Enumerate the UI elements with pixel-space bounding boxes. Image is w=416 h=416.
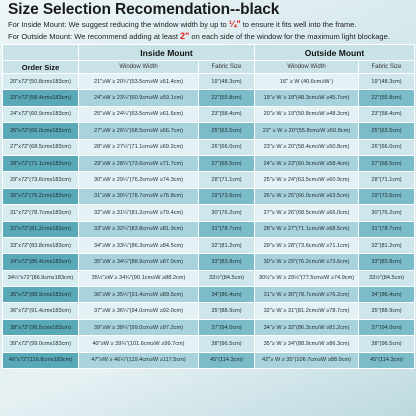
order-size-cell: 46"x72"(116.8cmx183cm) xyxy=(3,352,79,368)
inside-fabric-size-cell: 30"(76.2cm) xyxy=(199,205,255,221)
outside-fabric-size-cell: 30"(76.2cm) xyxy=(359,205,415,221)
order-size-cell: 24"x72"(60.9cmx183cm) xyxy=(3,106,79,122)
inside-window-width-cell: 34"≥W ≥ 33¼"(86.3cm≥W ≥84.5cm) xyxy=(79,237,199,253)
table-row xyxy=(3,90,415,106)
inside-fabric-size-cell: 33"(83.8cm) xyxy=(199,254,255,270)
table-row xyxy=(3,221,415,237)
table-row xyxy=(3,139,415,155)
inside-window-width-cell: 39"≥W ≥ 38¼"(99.0cm≥W ≥97.2cm) xyxy=(79,319,199,335)
inside-window-width-cell: 40"≥W ≥ 39¼"(101.6cm≥W ≥99.7cm) xyxy=(79,336,199,352)
outside-note-prefix: For Outside Mount: We recommend adding at least xyxy=(8,32,181,41)
outside-note-suffix: on each side of the window for the maximum light blockage. xyxy=(189,32,390,41)
outside-window-width-cell: 42"≥ W ≥ 35"(106.7cm≥W ≥88.9cm) xyxy=(255,352,359,368)
outside-fabric-size-cell: 22"(55.8cm) xyxy=(359,90,415,106)
order-size-cell: 39"x72"(99.0cmx183cm) xyxy=(3,336,79,352)
outside-fabric-size-cell: 23"(58.4cm) xyxy=(359,106,415,122)
order-size-cell: 29"x72"(73.6cmx183cm) xyxy=(3,172,79,188)
outside-fabric-size-cell: 26"(66.0cm) xyxy=(359,139,415,155)
outside-window-width-cell: 19"≥ W ≥ 18"(48.3cm≥W ≥45.7cm) xyxy=(255,90,359,106)
inside-window-width-cell: 36"≥W ≥ 35¼"(91.4cm≥W ≥89.5cm) xyxy=(79,287,199,303)
table-row xyxy=(3,106,415,122)
order-size-cell: 28"x72"(71.1cmx183cm) xyxy=(3,155,79,171)
inside-fabric-size-cell: 34"(86.4cm) xyxy=(199,287,255,303)
inside-mount-note xyxy=(8,19,357,29)
outside-window-width-cell: 23"≥ W ≥ 20"(58.4cm≥W ≥50.8cm) xyxy=(255,139,359,155)
order-size-cell: 26"x72"(66.0cmx183cm) xyxy=(3,123,79,139)
table-row xyxy=(3,188,415,204)
table-row xyxy=(3,237,415,253)
outside-window-width-cell: 30½"≥ W ≥ 29½"(77.5cm≥W ≥74.9cm) xyxy=(255,270,359,286)
outside-fabric-size-cell: 33½"(84.5cm) xyxy=(359,270,415,286)
outside-window-width-header: Window Width xyxy=(255,61,359,74)
order-size-cell: 33"x72"(83.8cmx183cm) xyxy=(3,237,79,253)
inside-window-width-cell: 47"≥W ≥ 46¼"(119.4cm≥W ≥117.5cm) xyxy=(79,352,199,368)
inside-fabric-size-cell: 45"(114.3cm) xyxy=(199,352,255,368)
table-row xyxy=(3,270,415,286)
inside-fabric-size-cell: 37"(94.0cm) xyxy=(199,319,255,335)
inside-fabric-size-cell: 32"(81.2cm) xyxy=(199,237,255,253)
table-row xyxy=(3,287,415,303)
outside-fabric-size-cell: 19"(48.3cm) xyxy=(359,74,415,90)
order-size-header: Order Size xyxy=(3,61,79,74)
inside-window-width-cell: 27"≥W ≥ 26¼"(68.5cm≥W ≥66.7cm) xyxy=(79,123,199,139)
outside-window-width-cell: 32"≥ W ≥ 31"(81.2cm≥W ≥78.7cm) xyxy=(255,303,359,319)
inside-window-width-header: Window Width xyxy=(79,61,199,74)
outside-fabric-size-cell: 33"(83.8cm) xyxy=(359,254,415,270)
table-row xyxy=(3,254,415,270)
order-size-cell: 32"x72"(81.2cmx183cm) xyxy=(3,221,79,237)
outside-window-width-cell: 24"≥ W ≥ 23"(60.9cm≥W ≥58.4cm) xyxy=(255,155,359,171)
order-size-cell: 35"x72"(88.9cmx183cm) xyxy=(3,287,79,303)
inside-note-highlight: ¼" xyxy=(228,19,241,29)
outside-fabric-size-header: Fabric Size xyxy=(359,61,415,74)
order-size-cell: 34"x72"(86.4cmx183cm) xyxy=(3,254,79,270)
inside-window-width-cell: 24"≥W ≥ 23¼"(60.9cm≥W ≥59.1cm) xyxy=(79,90,199,106)
outside-fabric-size-cell: 25"(63.5cm) xyxy=(359,123,415,139)
order-size-cell: 38"x72"(96.5cmx183cm) xyxy=(3,319,79,335)
inside-mount-header: Inside Mount xyxy=(79,45,255,61)
inside-note-suffix: to ensure it fits well into the frame. xyxy=(240,20,357,29)
inside-window-width-cell: 35"≥W ≥ 34¼"(88.9cm≥W ≥87.0cm) xyxy=(79,254,199,270)
inside-fabric-size-header: Fabric Size xyxy=(199,61,255,74)
inside-window-width-cell: 31"≥W ≥ 30¼"(78.7cm≥W ≥76.8cm) xyxy=(79,188,199,204)
outside-note-highlight: 2" xyxy=(180,31,190,41)
outside-window-width-cell: 31"≥ W ≥ 30"(78.7cm≥W ≥76.2cm) xyxy=(255,287,359,303)
size-table xyxy=(2,44,415,369)
table-row xyxy=(3,319,415,335)
inside-fabric-size-cell: 29"(73.6cm) xyxy=(199,188,255,204)
outside-window-width-cell: 16" ≥ W (40.6cm≥W ) xyxy=(255,74,359,90)
inside-window-width-cell: 33"≥W ≥ 32¼"(83.8cm≥W ≥81.9cm) xyxy=(79,221,199,237)
inside-window-width-cell: 35½"≥W ≥ 34¾"(90.1cm≥W ≥88.2cm) xyxy=(79,270,199,286)
inside-window-width-cell: 25"≥W ≥ 24¼"(63.5cm≥W ≥61.6cm) xyxy=(79,106,199,122)
inside-window-width-cell: 30"≥W ≥ 29¼"(76.2cm≥W ≥74.3cm) xyxy=(79,172,199,188)
inside-window-width-cell: 29"≥W ≥ 28¼"(73.6cm≥W ≥71.7cm) xyxy=(79,155,199,171)
outside-window-width-cell: 27"≥ W ≥ 26"(68.5cm≥W ≥66.0cm) xyxy=(255,205,359,221)
outside-window-width-cell: 26"≥ W ≥ 25"(66.0cm≥W ≥63.5cm) xyxy=(255,188,359,204)
outside-window-width-cell: 30"≥ W ≥ 29"(76.2cm≥W ≥73.6cm) xyxy=(255,254,359,270)
outside-fabric-size-cell: 29"(73.6cm) xyxy=(359,188,415,204)
order-size-cell: 34½"x72"(86.9cmx183cm) xyxy=(3,270,79,286)
order-size-cell: 30"x72"(76.2cmx183cm) xyxy=(3,188,79,204)
order-size-cell: 23"x72"(58.4cmx183cm) xyxy=(3,90,79,106)
outside-window-width-cell: 20"≥ W ≥ 19"(50.8cm≥W ≥48.3cm) xyxy=(255,106,359,122)
outside-fabric-size-cell: 34"(86.4cm) xyxy=(359,287,415,303)
inside-window-width-cell: 28"≥W ≥ 27¼"(71.1cm≥W ≥69.2cm) xyxy=(79,139,199,155)
inside-fabric-size-cell: 28"(71.1cm) xyxy=(199,172,255,188)
outside-window-width-cell: 22" ≥ W ≥ 20"(55.8cm≥W ≥50.8cm) xyxy=(255,123,359,139)
outside-fabric-size-cell: 27"(68.5cm) xyxy=(359,155,415,171)
order-size-cell: 36"x72"(91.4cmx183cm) xyxy=(3,303,79,319)
table-row xyxy=(3,303,415,319)
inside-fabric-size-cell: 25"(63.5cm) xyxy=(199,123,255,139)
inside-fabric-size-cell: 38"(96.5cm) xyxy=(199,336,255,352)
inside-window-width-cell: 32"≥W ≥ 31¼"(81.2cm≥W ≥79.4cm) xyxy=(79,205,199,221)
inside-fabric-size-cell: 27"(68.5cm) xyxy=(199,155,255,171)
table-row xyxy=(3,155,415,171)
inside-fabric-size-cell: 26"(66.0cm) xyxy=(199,139,255,155)
outside-fabric-size-cell: 31"(78.7cm) xyxy=(359,221,415,237)
inside-note-prefix: For Inside Mount: We suggest reducing the window width by up to xyxy=(8,20,229,29)
outside-mount-note xyxy=(8,31,390,41)
table-row xyxy=(3,205,415,221)
table-row xyxy=(3,172,415,188)
outside-fabric-size-cell: 28"(71.1cm) xyxy=(359,172,415,188)
inside-fabric-size-cell: 35"(88.9cm) xyxy=(199,303,255,319)
page-title: Size Selection Recomendation--black xyxy=(8,1,280,18)
table-row xyxy=(3,352,415,368)
table-row xyxy=(3,336,415,352)
inside-fabric-size-cell: 31"(78.7cm) xyxy=(199,221,255,237)
inside-fabric-size-cell: 22"(55.8cm) xyxy=(199,90,255,106)
outside-fabric-size-cell: 38"(96.5cm) xyxy=(359,336,415,352)
inside-fabric-size-cell: 19"(48.3cm) xyxy=(199,74,255,90)
order-size-cell: 27"x72"(68.5cmx183cm) xyxy=(3,139,79,155)
outside-window-width-cell: 28"≥ W ≥ 27"(71.1cm≥W ≥68.5cm) xyxy=(255,221,359,237)
order-size-cell: 20"x72"(50.8cmx183cm) xyxy=(3,74,79,90)
outside-window-width-cell: 35"≥ W ≥ 34"(88.9cm≥W ≥86.3cm) xyxy=(255,336,359,352)
outside-fabric-size-cell: 32"(81.2cm) xyxy=(359,237,415,253)
header-blank xyxy=(3,45,79,61)
inside-window-width-cell: 21"≥W ≥ 20¼"(53.5cm≥W ≥51.4cm) xyxy=(79,74,199,90)
outside-fabric-size-cell: 45"(114.3cm) xyxy=(359,352,415,368)
outside-window-width-cell: 25"≥ W ≥ 24"(63.5cm≥W ≥60.9cm) xyxy=(255,172,359,188)
outside-window-width-cell: 29"≥ W ≥ 28"(73.6cm≥W ≥71.1cm) xyxy=(255,237,359,253)
inside-fabric-size-cell: 33½"(84.5cm) xyxy=(199,270,255,286)
table-row xyxy=(3,123,415,139)
outside-window-width-cell: 34"≥ W ≥ 32"(86.3cm≥W ≥81.2cm) xyxy=(255,319,359,335)
order-size-cell: 31"x72"(78.7cmx183cm) xyxy=(3,205,79,221)
inside-window-width-cell: 37"≥W ≥ 36¼"(94.0cm≥W ≥92.0cm) xyxy=(79,303,199,319)
inside-fabric-size-cell: 23"(58.4cm) xyxy=(199,106,255,122)
table-row xyxy=(3,74,415,90)
outside-mount-header: Outside Mount xyxy=(255,45,415,61)
outside-fabric-size-cell: 35"(88.9cm) xyxy=(359,303,415,319)
outside-fabric-size-cell: 37"(94.0cm) xyxy=(359,319,415,335)
